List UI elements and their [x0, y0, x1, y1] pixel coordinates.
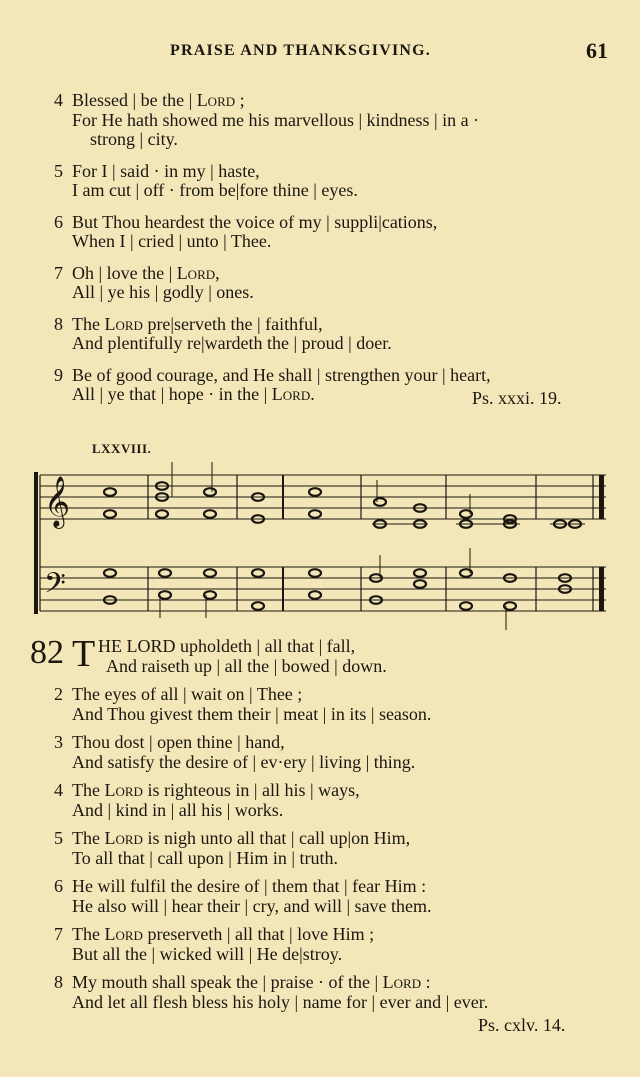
verse-4-line-3: strong | city.	[90, 129, 178, 149]
verse-7-line-1: 7 Oh | love the | Lord,	[54, 262, 220, 283]
verse-9-line-1: 9 Be of good courage, and He shall | strengthen your | heart,	[54, 364, 491, 385]
p82-verse-5-line-2: To all that | call upon | Him in | truth.	[72, 847, 339, 868]
psalm82-line-2: And raiseth up | all the | bowed | down.	[106, 655, 387, 676]
p82-verse-3-line-1: 3 Thou dost | open thine | hand,	[54, 732, 285, 752]
verse-9-line-2: All | ye that | hope · in the | Lord.	[72, 384, 315, 404]
psalm31-source: Ps. xxxi. 19.	[472, 388, 562, 408]
verse-8-line-2: And plentifully re|wardeth the | proud | doer.	[72, 333, 392, 353]
psalm82-chant	[54, 685, 614, 1012]
p82-verse-4-line-2: And | kind in | all his | works.	[72, 799, 284, 820]
tune-label: LXXVIII.	[92, 441, 152, 456]
psalm-82-number: 82	[30, 634, 64, 671]
bass-clef-icon: 𝄢	[44, 567, 66, 607]
p82-verse-6-line-1: 6 He will fulfil the desire of | them that | fear Him :	[54, 876, 427, 896]
p82-verse-5-line-1: 5 The Lord is nigh unto all that | call up|on Him,	[54, 828, 411, 848]
p82-verse-3-line-2: And satisfy the desire of | ev·ery | living | thing.	[72, 751, 416, 772]
p82-verse-7-line-1: 7 The Lord preserveth | all that | love Him ;	[54, 924, 375, 944]
verse-4-line-1: 4 Blessed | be the | Lord ;	[54, 90, 245, 110]
p82-verse-8-line-1: 8 My mouth shall speak the | praise · of the | Lord :	[54, 972, 431, 992]
verse-5-line-2: I am cut | off · from be|fore thine | eyes.	[72, 180, 358, 200]
running-title: PRAISE AND THANKSGIVING.	[170, 42, 431, 59]
p82-verse-8-line-2: And let all flesh bless his holy | name for | ever and | ever.	[72, 991, 489, 1012]
dropcap-letter: T	[72, 633, 96, 675]
treble-clef-icon: 𝄞	[44, 476, 71, 527]
p82-verse-2-line-2: And Thou givest them their | meat | in its | season.	[72, 703, 432, 724]
psalm82-line-1: HE LORD upholdeth | all that | fall,	[98, 636, 356, 656]
verse-4-line-2: For He hath showed me his marvellous | kindness | in a ·	[72, 109, 480, 130]
p82-verse-6-line-2: He also will | hear their | cry, and will | save them.	[72, 895, 432, 916]
verse-5-line-1: 5 For I | said · in my | haste,	[54, 160, 260, 181]
p82-verse-2-line-1: 2 The eyes of all | wait on | Thee ;	[54, 684, 303, 704]
page-number: 61	[586, 38, 608, 63]
p82-verse-7-line-2: But all the | wicked will | He de|stroy.	[72, 943, 343, 964]
verse-6-line-1: 6 But Thou heardest the voice of my | suppli|cations,	[54, 211, 438, 232]
p82-verse-4-line-1: 4 The Lord is righteous in | all his | ways,	[54, 780, 360, 800]
verse-6-line-2: When I | cried | unto | Thee.	[72, 231, 272, 251]
psalm82-opening	[98, 637, 618, 676]
verse-8-line-1: 8 The Lord pre|serveth the | faithful,	[54, 313, 323, 334]
verse-7-line-2: All | ye his | godly | ones.	[72, 282, 254, 302]
psalm82-source: Ps. cxlv. 14.	[478, 1015, 566, 1035]
